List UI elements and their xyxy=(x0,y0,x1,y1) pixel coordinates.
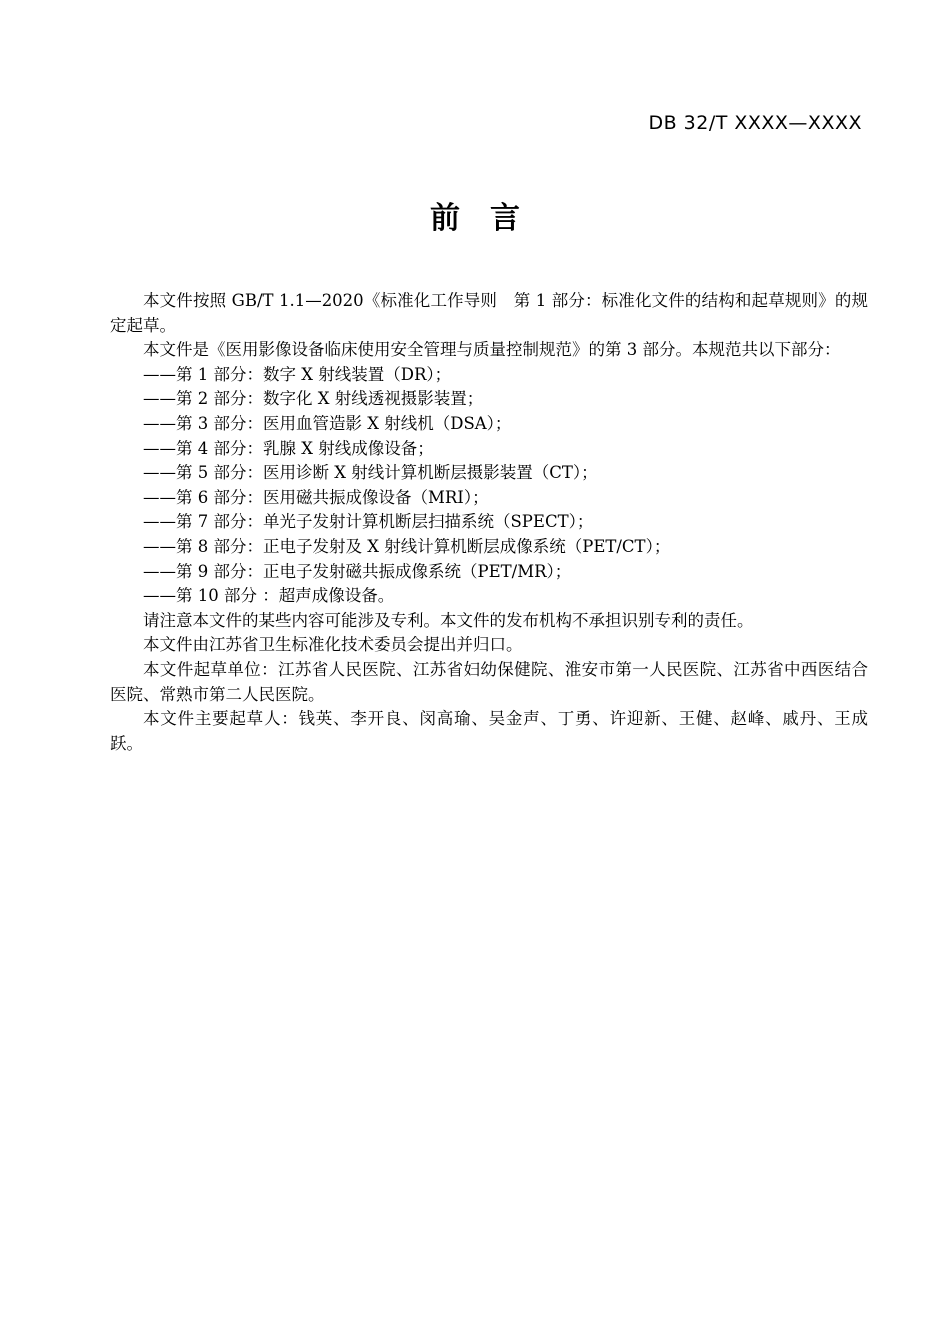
para-series-intro: 本文件是《医用影像设备临床使用安全管理与质量控制规范》的第 3 部分。本规范共以下部分： xyxy=(143,340,841,360)
part-list-item: ——第 8 部分：正电子发射及 X 射线计算机断层成像系统（PET/CT）； xyxy=(143,536,671,556)
para-patent-notice: 请注意本文件的某些内容可能涉及专利。本文件的发布机构不承担识别专利的责任。 xyxy=(143,610,754,630)
para-drafting-rule: 本文件按照 GB/T 1.1—2020《标准化工作导则 第 1 部分：标准化文件的结构和起草规则》的规定起草。 xyxy=(110,291,868,335)
part-list-item: ——第 9 部分：正电子发射磁共振成像系统（PET/MR）； xyxy=(143,561,572,581)
part-list-item: ——第 2 部分：数字化 X 射线透视摄影装置； xyxy=(143,389,484,409)
part-list-item: ——第 6 部分：医用磁共振成像设备（MRI）； xyxy=(143,487,489,507)
foreword-body xyxy=(110,289,868,756)
part-list-item: ——第 3 部分：医用血管造影 X 射线机（DSA）； xyxy=(143,413,512,433)
document-code: DB 32/T XXXX—XXXX xyxy=(648,112,862,134)
para-drafters: 本文件主要起草人：钱英、李开良、闵高瑜、吴金声、丁勇、许迎新、王健、赵峰、戚丹、王成跃。 xyxy=(110,709,868,753)
para-drafting-orgs: 本文件起草单位：江苏省人民医院、江苏省妇幼保健院、淮安市第一人民医院、江苏省中西医结合医院、常熟市第二人民医院。 xyxy=(110,659,868,704)
part-list-item: ——第 1 部分：数字 X 射线装置（DR）； xyxy=(143,364,452,384)
part-list-item: ——第 5 部分：医用诊断 X 射线计算机断层摄影装置（CT）； xyxy=(143,463,598,483)
part-list-item: ——第 4 部分：乳腺 X 射线成像设备； xyxy=(143,438,434,458)
foreword-title: 前 言 xyxy=(430,201,520,236)
part-list-item: ——第 10 部分 ：超声成像设备。 xyxy=(143,586,395,606)
part-list-item: ——第 7 部分：单光子发射计算机断层扫描系统（SPECT）； xyxy=(143,512,594,532)
para-committee: 本文件由江苏省卫生标准化技术委员会提出并归口。 xyxy=(143,635,523,655)
